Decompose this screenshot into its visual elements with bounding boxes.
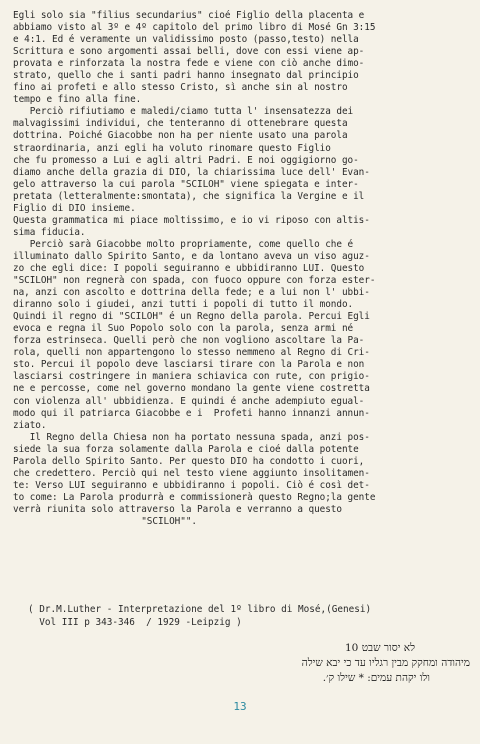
text-line: diamo anche della grazia di DIO, la chiarissima luce dell' Evan-: [13, 166, 370, 178]
text-line: con violenza all' ubbidienza. E quindi é anche adempiuto egual-: [13, 395, 365, 407]
text-line: straordinaria, anzi egli ha voluto rinomare questo Figlio: [13, 142, 331, 154]
text-line: "SCILOH"".: [13, 515, 197, 527]
text-line: pretata (letteralmente:smontata), che significa la Vergine e il: [13, 190, 365, 202]
text-line: lasciarsi costringere in maniera schiavica con rute, con prigio-: [13, 371, 370, 383]
text-line: fino ai profeti e allo stesso Cristo, sì anche sin al nostro: [13, 82, 348, 94]
text-line: diranno solo i giudei, anzi tutti i popoli di tutto il mondo.: [13, 299, 354, 311]
hebrew-line: ולו יקהת עמים: * שילו ק׳.: [322, 672, 430, 684]
hebrew-line: מיהודה ומחקק מבין רגליו עד כי יבא שילה: [301, 657, 470, 669]
citation-line: Vol III p 343-346 / 1929 -Leipzig ): [28, 617, 242, 628]
hebrew-line: לא יסור שבט 10: [344, 642, 415, 654]
text-line: malvagissimi individui, che tenteranno di ottenebrare questa: [13, 118, 348, 130]
text-line: modo qui il patriarca Giacobbe e i Profeti hanno innanzi annun-: [13, 407, 370, 419]
body-text: [13, 10, 473, 528]
text-line: strato, quello che i santi padri hanno insegnato dal principio: [13, 70, 359, 82]
text-line: verrà riunita solo attraverso la Parola e verranno a questo: [13, 503, 342, 515]
text-line: Egli solo sia "filius secundarius" cioé Figlio della placenta e: [13, 10, 365, 21]
citation-line: ( Dr.M.Luther - Interpretazione del 1º libro di Mosé,(Genesi): [28, 604, 372, 615]
text-line: to come: La Parola produrrà e commissionerà questo Regno;la gente: [13, 491, 376, 503]
text-line: na, anzi con ascolto e dottrina della fede; e a lui non l' ubbi-: [13, 287, 370, 299]
text-line: dottrina. Poiché Giacobbe non ha per niente usato una parola: [13, 130, 348, 142]
text-line: che credettero. Perciò qui nel testo viene aggiunto insolitamen-: [13, 467, 370, 479]
text-line: evoca e regna il Suo Popolo solo con la parola, senza armi né: [13, 323, 354, 335]
text-line: Questa grammatica mi piace moltissimo, e io vi riposo con altis-: [13, 214, 370, 226]
text-line: e 4:1. Ed é veramente un validissimo posto (passo,testo) nella: [13, 34, 359, 46]
text-line: tempo e fino alla fine.: [13, 94, 142, 106]
text-line: Perciò sarà Giacobbe molto propriamente, come quello che é: [13, 238, 354, 250]
text-line: ne e percosse, come nel governo mondano la gente viene costretta: [13, 383, 370, 395]
text-line: sto. Percui il popolo deve lasciarsi tirare con la Parola e non: [13, 359, 365, 371]
text-line: provata e rinforzata la nostra fede e viene con ciò anche dimo-: [13, 58, 365, 70]
text-line: te: Verso LUI seguiranno e ubbidiranno i popoli. Ciò é così det-: [13, 479, 370, 491]
text-line: gelo attraverso la cui parola "SCILOH" viene spiegata e inter-: [13, 178, 359, 190]
text-line: illuminato dallo Spirito Santo, e da lontano aveva un viso aguz-: [13, 250, 370, 262]
text-line: zo che egli dice: I popoli seguiranno e ubbidiranno LUI. Questo: [13, 262, 365, 274]
citation: [28, 603, 371, 629]
text-line: che fu promesso a Lui e agli altri Padri. E noi oggigiorno go-: [13, 154, 359, 166]
text-line: Quindi il regno di "SCILOH" é un Regno della parola. Percui Egli: [13, 311, 370, 323]
text-line: sima fiducia.: [13, 226, 86, 238]
text-line: Perciò rifiutiamo e maledi/ciamo tutta l' insensatezza dei: [13, 106, 354, 118]
text-line: Parola dello Spirito Santo. Per questo DIO ha condotto i cuori,: [13, 455, 365, 467]
text-line: forza estrinseca. Quelli però che non vogliono ascoltare la Pa-: [13, 335, 365, 347]
text-line: rola, quelli non appartengono lo stesso nemmeno al Regno di Cri-: [13, 347, 370, 359]
text-line: Figlio di DIO insieme.: [13, 202, 136, 214]
hebrew-quote: [200, 641, 470, 686]
page-number: 13: [233, 700, 247, 713]
text-line: ziato.: [13, 419, 47, 431]
text-line: siede la sua forza solamente dalla Parola e cioé dalla potente: [13, 443, 359, 455]
text-line: Scrittura e sono argomenti assai belli, dove con essi viene ap-: [13, 46, 365, 58]
text-line: Il Regno della Chiesa non ha portato nessuna spada, anzi pos-: [13, 431, 370, 443]
text-line: abbiamo visto al 3º e 4º capitolo del primo libro di Mosé Gn 3:15: [13, 22, 376, 34]
text-line: "SCILOH" non regnerà con spada, con fuoco oppure con forza ester-: [13, 275, 376, 287]
